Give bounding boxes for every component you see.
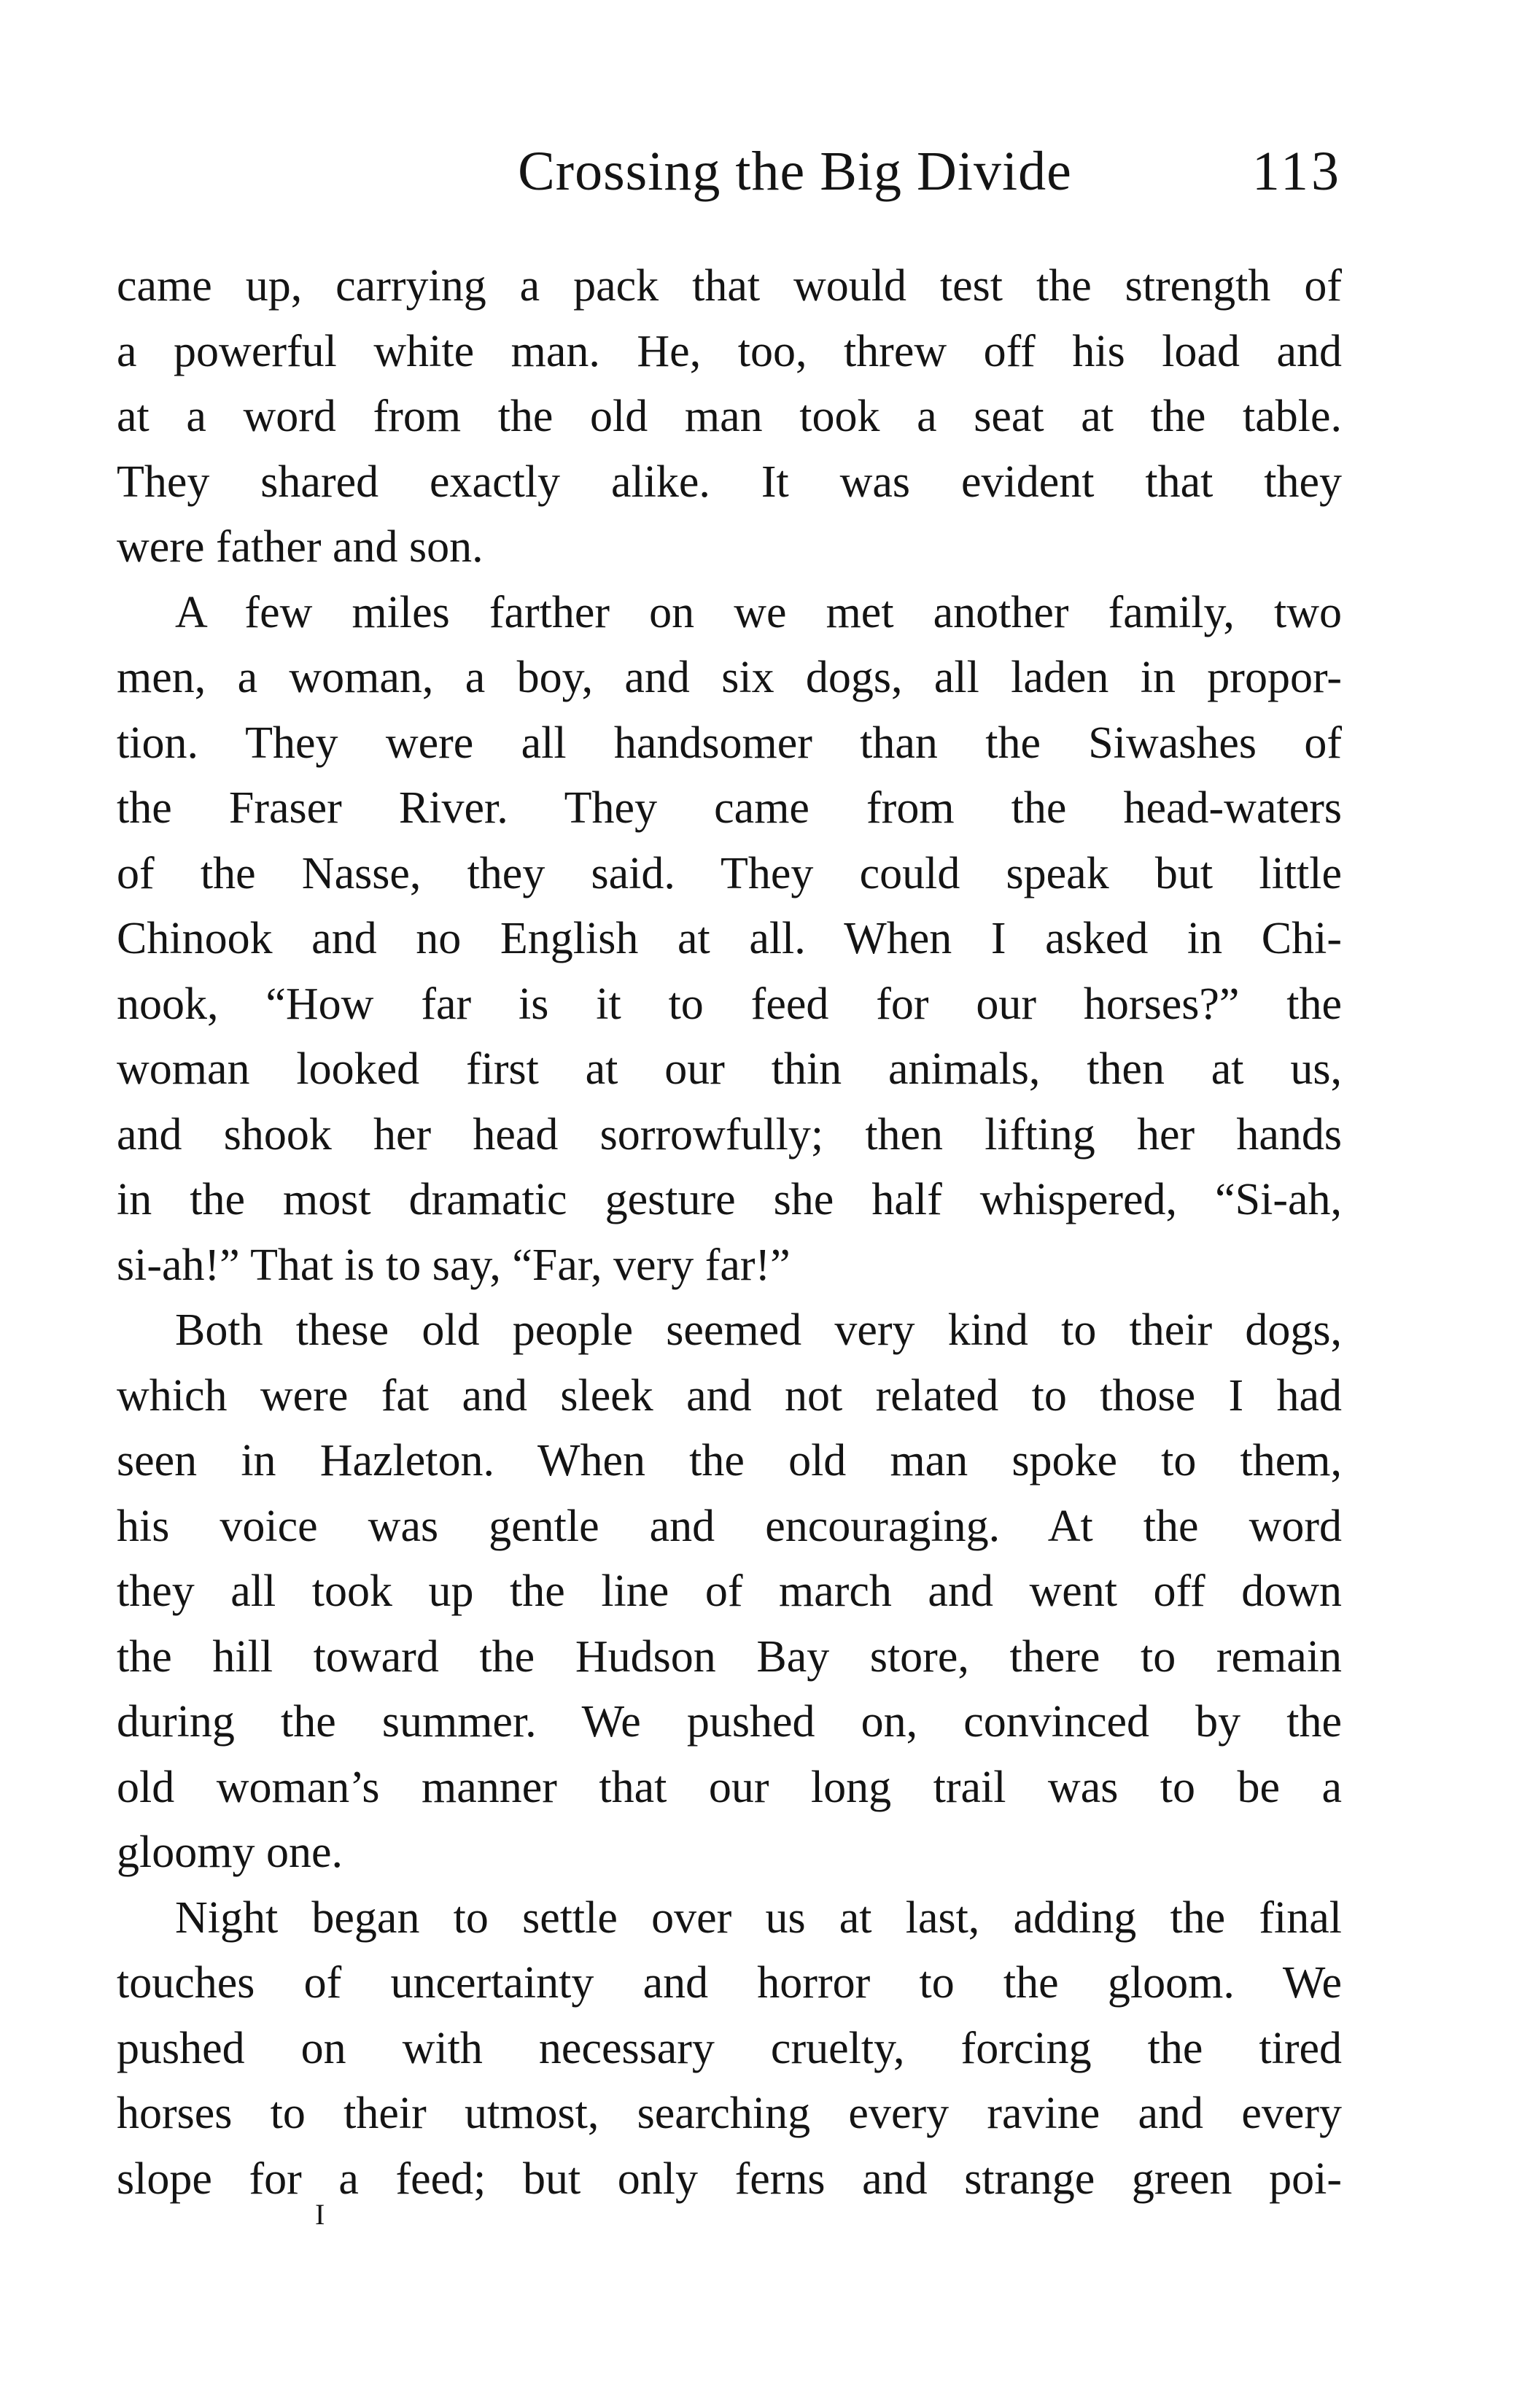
text-line: touches of uncertainty and horror to the gloom. We <box>117 1958 1342 2008</box>
text-line: Both these old people seemed very kind to their dogs, <box>175 1305 1342 1355</box>
text-line: They shared exactly alike. It was evident that they <box>117 457 1342 507</box>
text-line: horses to their utmost, searching every ravine and every <box>117 2089 1342 2138</box>
text-line: tion. They were all handsomer than the Siwashes of <box>117 718 1342 768</box>
text-line: came up, carrying a pack that would test the strength of <box>117 261 1342 311</box>
text-line: of the Nasse, they said. They could speak but little <box>117 848 1342 898</box>
text-line: si-ah!” That is to say, “Far, very far!” <box>117 1240 791 1290</box>
text-line: A few miles farther on we met another family, two <box>175 587 1342 637</box>
text-line: pushed on with necessary cruelty, forcing the tired <box>117 2023 1342 2073</box>
paragraph <box>117 1298 1342 1886</box>
page-number: 113 <box>1251 141 1342 202</box>
text-line: during the summer. We pushed on, convinced by the <box>117 1697 1342 1747</box>
text-line: at a word from the old man took a seat at the table. <box>117 392 1342 441</box>
text-line: old woman’s manner that our long trail was to be a <box>117 1762 1342 1812</box>
text-line: the hill toward the Hudson Bay store, there to remain <box>117 1631 1342 1682</box>
text-line: gloomy one. <box>117 1828 343 1877</box>
text-line: a powerful white man. He, too, threw off his load and <box>117 326 1342 376</box>
signature-mark: I <box>315 2198 325 2231</box>
text-line: Night began to settle over us at last, adding the final <box>175 1892 1342 1943</box>
text-line: the Fraser River. They came from the head-waters <box>117 783 1342 833</box>
running-head <box>117 131 1342 211</box>
text-line: seen in Hazleton. When the old man spoke to them, <box>117 1436 1342 1485</box>
text-line: woman looked first at our thin animals, then at us, <box>117 1044 1342 1094</box>
paragraph <box>117 254 1342 580</box>
text-line: which were fat and sleek and not related to those I had <box>117 1370 1342 1421</box>
text-line: his voice was gentle and encouraging. At the word <box>117 1501 1342 1551</box>
text-line: and shook her head sorrowfully; then lifting her hands <box>117 1109 1342 1160</box>
text-line: men, a woman, a boy, and six dogs, all laden in propor- <box>117 653 1342 702</box>
paragraph <box>117 580 1342 1299</box>
text-line: Chinook and no English at all. When I asked in Chi- <box>117 914 1342 963</box>
text-line: nook, “How far is it to feed for our horses?” the <box>117 979 1342 1029</box>
paragraph <box>117 1886 1342 2213</box>
text-line: they all took up the line of march and went off down <box>117 1566 1342 1616</box>
text-line: were father and son. <box>117 522 484 572</box>
text-line: in the most dramatic gesture she half whispered, “Si-ah, <box>117 1175 1342 1224</box>
body-text <box>117 254 1342 2212</box>
running-title: Crossing the Big Divide <box>518 141 1072 202</box>
text-line: slope for a feed; but only ferns and strange green poi- <box>117 2153 1342 2204</box>
